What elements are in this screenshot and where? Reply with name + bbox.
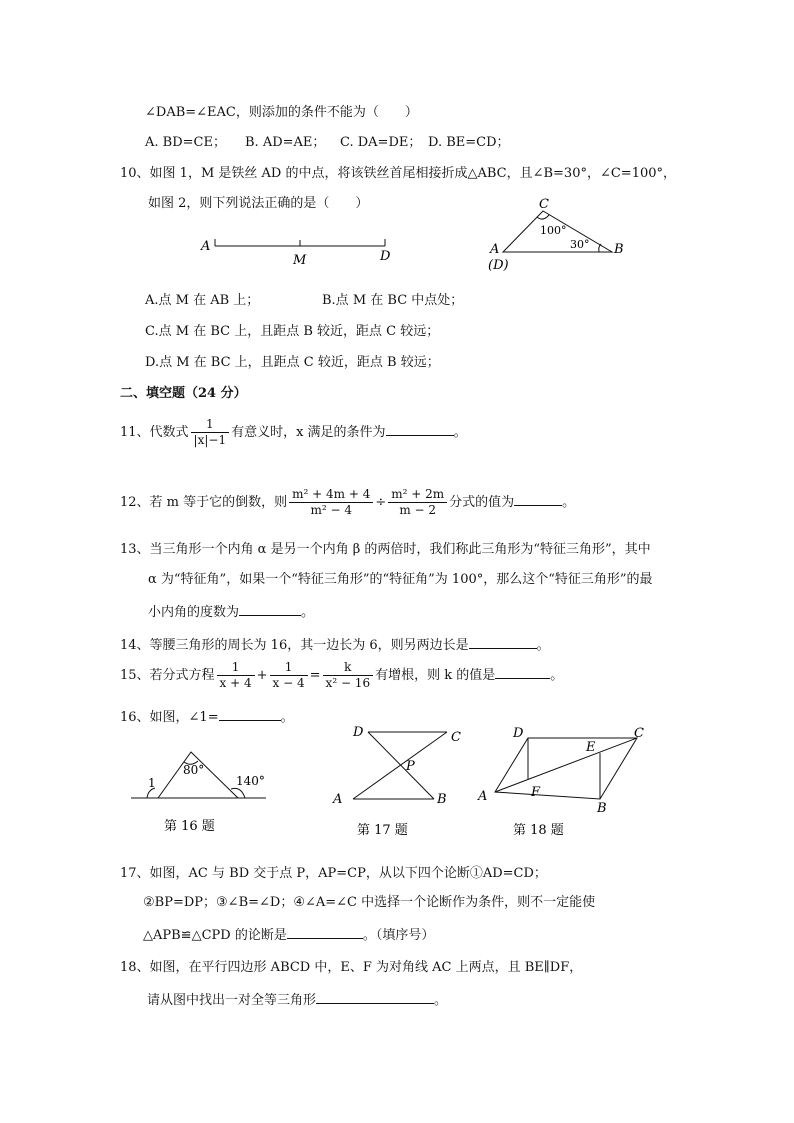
q16-end: 。	[280, 710, 294, 725]
q17-answer-blank	[287, 925, 363, 939]
q10-line1: 10、如图 1，M 是铁丝 AD 的中点，将该铁丝首尾相接折成△ABC，且∠B=30°，∠C=100°，	[120, 166, 677, 181]
fig1-label-a: A	[201, 239, 211, 254]
q11-prefix: 11、代数式	[120, 425, 189, 440]
q13-end: 。	[301, 605, 315, 620]
fig2-angle-c: 100°	[540, 224, 567, 237]
q15-fraction3	[323, 660, 374, 691]
q15-plus: +	[256, 668, 268, 683]
q12	[120, 484, 575, 522]
q15-f1-denominator: x + 4	[217, 675, 255, 691]
q14-text: 14、等腰三角形的周长为 16，其一边长为 6，则另两边长是	[120, 638, 469, 653]
q15-end: 。	[550, 668, 564, 683]
fig16-label-80: 80°	[183, 763, 205, 777]
fig17-label-a: A	[333, 792, 343, 807]
q14	[120, 635, 550, 655]
fig16-label-1: 1	[148, 776, 156, 790]
q17-line3	[143, 925, 434, 945]
q12-f2-denominator: m − 2	[388, 502, 447, 518]
section-heading: 二、填空题（24 分）	[120, 386, 247, 401]
fig18-caption: 第 18 题	[513, 823, 564, 838]
q10-option-a: A.点 M 在 AB 上；	[145, 293, 260, 308]
q17-line2: ②BP=DP；③∠B=∠D；④∠A=∠C 中选择一个论断作为条件，则不一定能使	[143, 895, 596, 910]
q12-end: 。	[562, 495, 576, 510]
q11-denominator: |x|−1	[191, 432, 230, 448]
q17-line3-text: △APB≌△CPD 的论断是	[143, 928, 287, 943]
figure-18	[472, 722, 652, 844]
q12-f1-numerator: m² + 4m + 4	[292, 487, 371, 501]
fig17-label-p: P	[406, 759, 415, 774]
fig18-label-c: C	[634, 726, 644, 741]
q15-suffix: 有增根，则 k 的值是	[375, 668, 496, 683]
figure-16	[128, 740, 273, 840]
fig18-label-b: B	[597, 801, 607, 816]
q18-line2-text: 请从图中找出一对全等三角形	[147, 993, 317, 1008]
q18-line1: 18、如图，在平行四边形 ABCD 中，E、F 为对角线 AC 上两点，且 BE∥DF，	[120, 960, 583, 975]
q18-answer-blank	[316, 990, 434, 1004]
fig16-label-140: 140°	[236, 774, 265, 788]
q10-option-d: D.点 M 在 BC 上，且距点 C 较近，距点 B 较远；	[145, 355, 440, 370]
q12-f1-denominator: m² − 4	[289, 502, 373, 518]
q15-fraction2	[270, 660, 308, 691]
q15	[120, 657, 563, 695]
q17-end: 。（填序号）	[362, 928, 435, 943]
q15-answer-blank	[495, 665, 550, 679]
q13-line3-text: 小内角的度数为	[148, 605, 240, 620]
fig2-angle-b: 30°	[570, 238, 590, 251]
fig18-label-d: D	[513, 726, 524, 741]
q12-answer-blank	[514, 492, 562, 506]
q15-equals: =	[309, 668, 321, 683]
q15-f1-numerator: 1	[231, 660, 240, 674]
q13-answer-blank	[239, 602, 301, 616]
fig17-label-b: B	[437, 792, 447, 807]
fig17-label-d: D	[353, 725, 364, 740]
q11-suffix: 有意义时，x 满足的条件为	[231, 425, 386, 440]
fig18-label-a: A	[478, 789, 488, 804]
q15-f2-denominator: x − 4	[270, 675, 308, 691]
q11-end: 。	[453, 425, 467, 440]
q10-figure2	[485, 195, 635, 275]
q13-line1: 13、当三角形一个内角 α 是另一个内角 β 的两倍时，我们称此三角形为“特征三角形”，其中	[120, 542, 651, 557]
q12-f2-numerator: m² + 2m	[391, 487, 445, 501]
q14-end: 。	[536, 638, 550, 653]
q12-suffix: 分式的值为	[449, 495, 515, 510]
fig17-caption: 第 17 题	[357, 823, 408, 838]
q15-f3-denominator: x² − 16	[323, 675, 374, 691]
q10-option-c: C.点 M 在 BC 上，且距点 B 较近，距点 C 较远；	[145, 324, 440, 339]
q16	[120, 707, 294, 727]
q12-operator: ÷	[375, 495, 387, 510]
q16-text: 16、如图，∠1=	[120, 710, 219, 725]
q9-option-b: B. AD=AE；	[245, 135, 326, 150]
q13-line2: α 为“特征角”，如果一个“特征三角形”的“特征角”为 100°，那么这个“特征三角形”的最	[148, 572, 653, 587]
q12-fraction2	[388, 487, 447, 518]
q12-fraction1	[289, 487, 373, 518]
q10-figure1	[195, 230, 405, 270]
fig2-label-d: (D)	[488, 258, 509, 273]
q13-line3	[148, 602, 314, 622]
q11-numerator: 1	[206, 417, 214, 431]
figure-17	[330, 722, 475, 844]
q18-end: 。	[434, 993, 448, 1008]
q11-answer-blank	[386, 422, 454, 436]
q15-f2-numerator: 1	[284, 660, 293, 674]
q14-answer-blank	[469, 635, 537, 649]
fig2-label-a: A	[490, 242, 500, 257]
q15-fraction1	[217, 660, 255, 691]
fig1-label-m: M	[293, 253, 307, 268]
fig1-label-d: D	[380, 249, 391, 264]
q10-line2: 如图 2，则下列说法正确的是（ ）	[148, 196, 369, 211]
q11-fraction	[191, 417, 230, 448]
q16-answer-blank	[219, 707, 281, 721]
fig18-label-f: F	[531, 785, 541, 800]
q18-line2	[147, 990, 447, 1010]
fig18-label-e: E	[586, 740, 596, 755]
fig17-label-c: C	[451, 730, 461, 745]
q9-option-c: C. DA=DE；	[340, 135, 422, 150]
q12-prefix: 12、若 m 等于它的倒数，则	[120, 495, 288, 510]
fig2-label-c: C	[539, 197, 549, 212]
fig2-label-b: B	[614, 242, 624, 257]
q10-option-b: B.点 M 在 BC 中点处；	[322, 293, 464, 308]
q11	[120, 414, 467, 452]
fig16-caption: 第 16 题	[164, 819, 215, 834]
q9-continuation: ∠DAB=∠EAC，则添加的条件不能为（ ）	[145, 105, 418, 120]
q15-f3-numerator: k	[344, 660, 352, 674]
q15-prefix: 15、若分式方程	[120, 668, 215, 683]
q9-option-a: A. BD=CE；	[145, 135, 226, 150]
q17-line1: 17、如图，AC 与 BD 交于点 P，AP=CP，从以下四个论断①AD=CD；	[120, 866, 547, 881]
q9-option-d: D. BE=CD；	[428, 135, 510, 150]
